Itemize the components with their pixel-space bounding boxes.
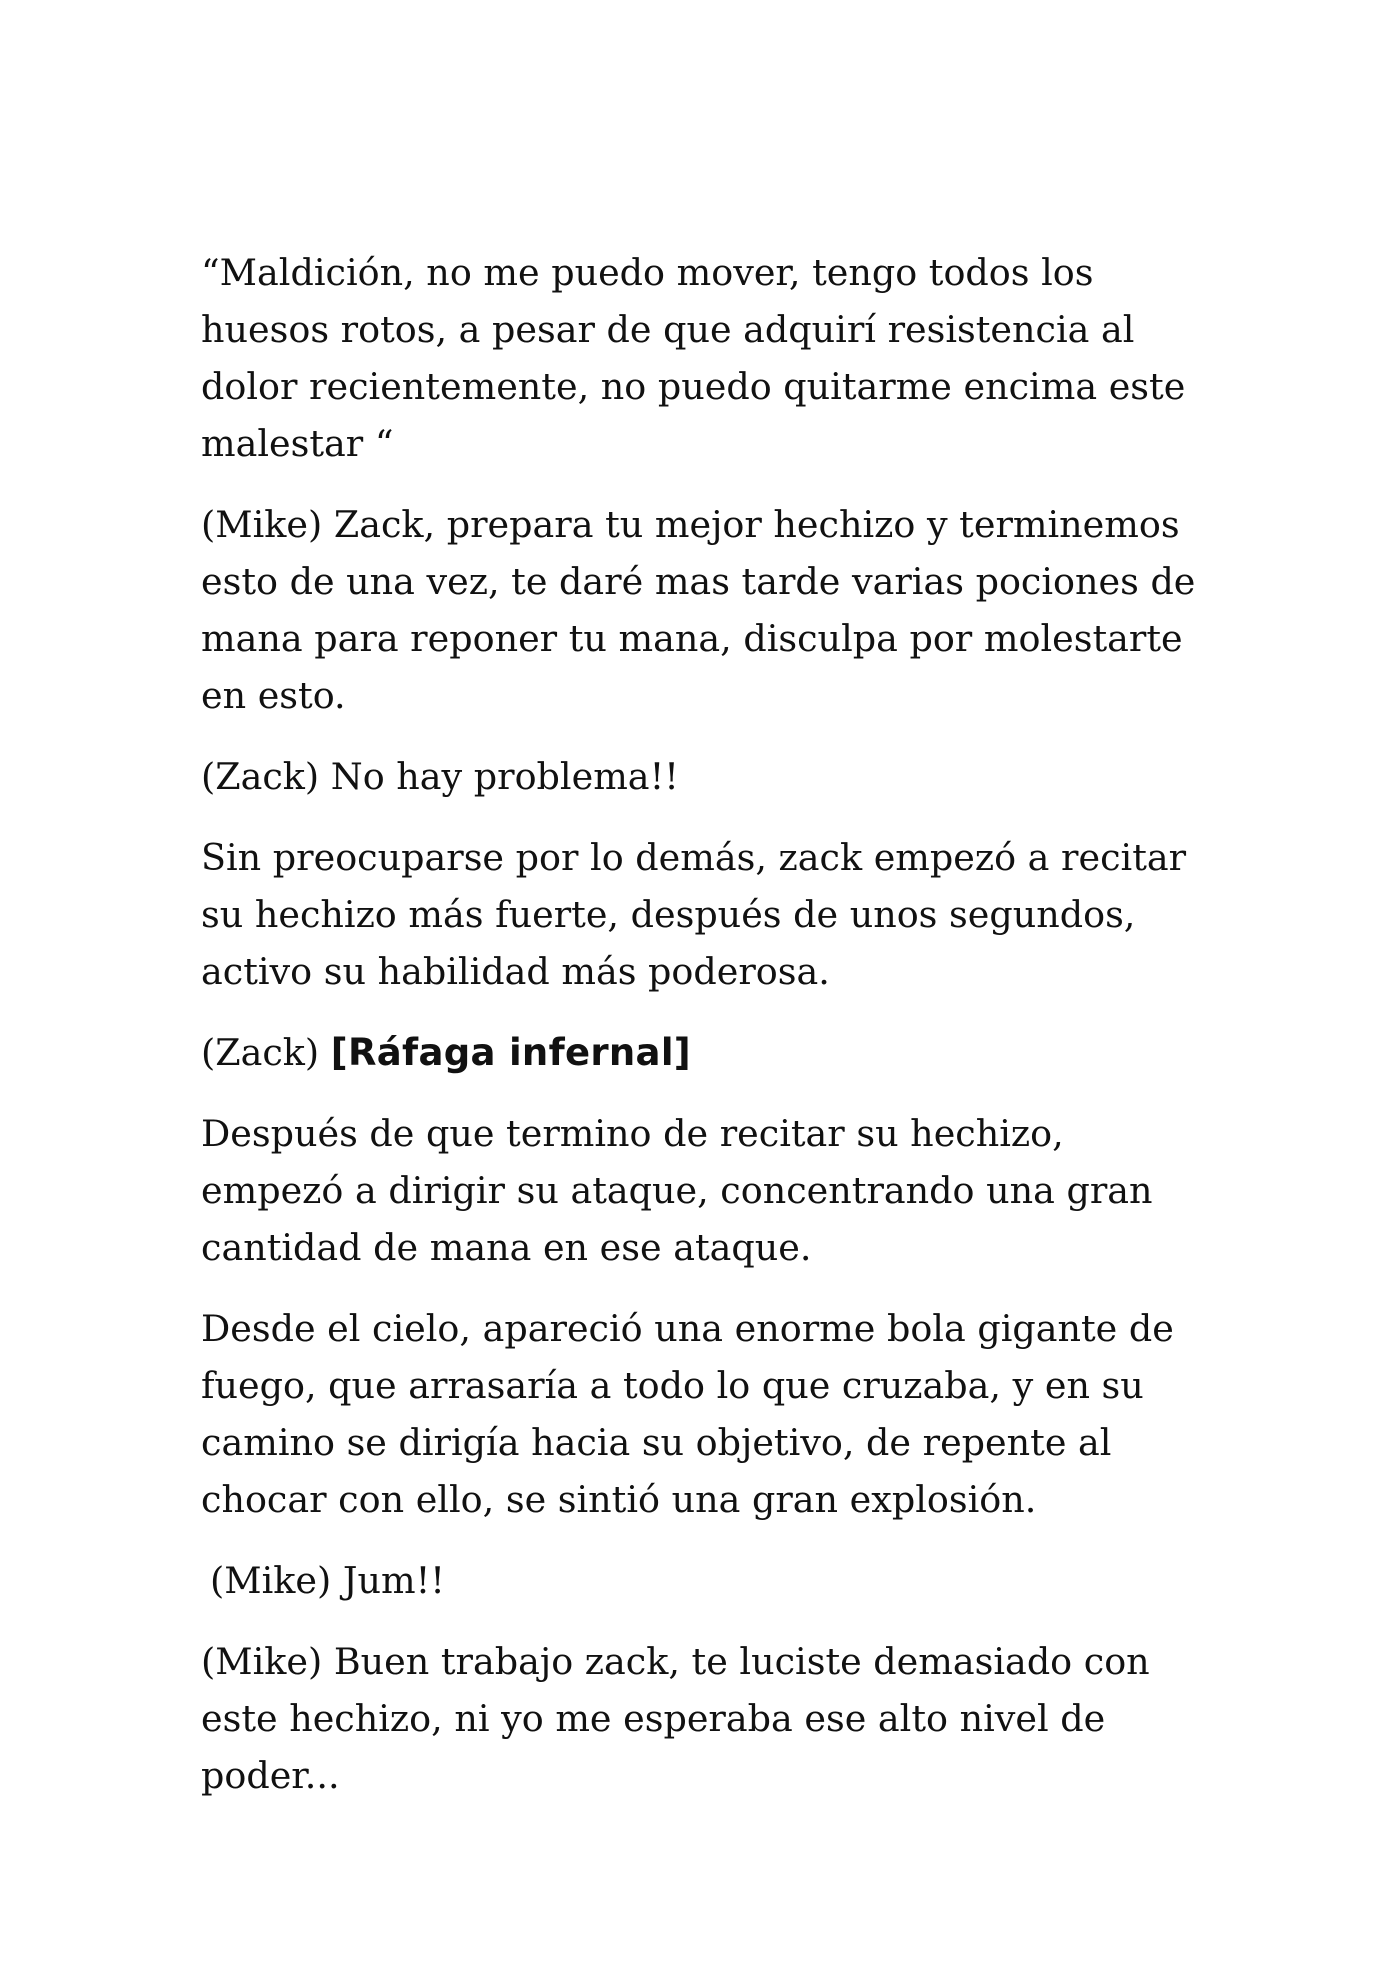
paragraph-mike-dialogue: (Mike) Zack, prepara tu mejor hechizo y terminemos esto de una vez, te daré mas tarde varias pociones de mana para reponer tu mana, disculpa por molestarte en esto. — [201, 503, 1196, 717]
paragraph-zack-dialogue: (Zack) No hay problema!! — [201, 755, 679, 798]
paragraph-inner-thought: “Maldición, no me puedo mover, tengo todos los huesos rotos, a pesar de que adquirí resistencia al dolor recientemente, no puedo quitarme encima este malestar “ — [201, 251, 1186, 465]
paragraph-mike-dialogue: (Mike) Buen trabajo zack, te luciste demasiado con este hechizo, ni yo me esperaba ese alto nivel de poder... — [201, 1640, 1150, 1797]
spell-name: [Ráfaga infernal] — [330, 1031, 692, 1074]
paragraph-spell-line — [201, 1024, 1211, 1081]
paragraph-mike-dialogue: (Mike) Jum!! — [210, 1559, 445, 1602]
spell-speaker: (Zack) — [201, 1031, 320, 1074]
paragraph-narration: Sin preocuparse por lo demás, zack empezó a recitar su hechizo más fuerte, después de unos segundos, activo su habilidad más poderosa. — [201, 836, 1187, 993]
paragraph-narration: Desde el cielo, apareció una enorme bola gigante de fuego, que arrasaría a todo lo que cruzaba, y en su camino se dirigía hacia su objetivo, de repente al chocar con ello, se sintió una gran explosión. — [201, 1307, 1174, 1521]
body-text — [201, 244, 1211, 1828]
paragraph-narration: Después de que termino de recitar su hechizo, empezó a dirigir su ataque, concentrando una gran cantidad de mana en ese ataque. — [201, 1112, 1153, 1269]
